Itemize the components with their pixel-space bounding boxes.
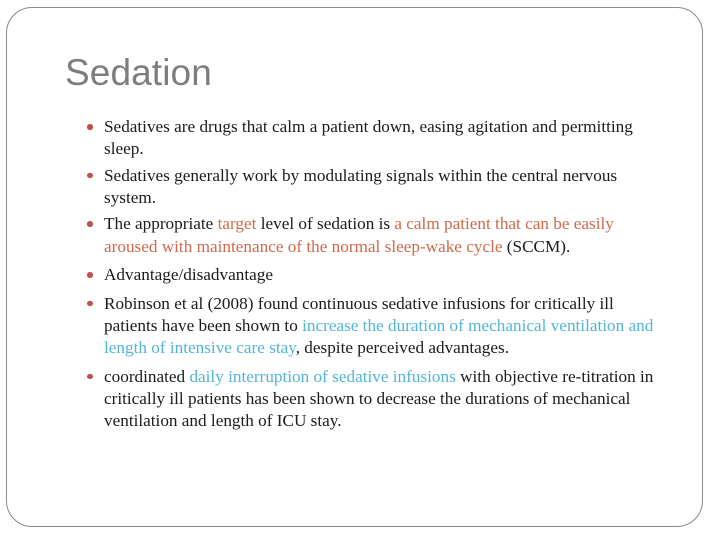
body-text: , despite perceived advantages. [295, 338, 510, 358]
bullet-dot-icon [87, 124, 93, 130]
list-item [81, 165, 663, 210]
list-item-text [104, 367, 653, 431]
list-item-text [104, 214, 614, 255]
highlighted-text-blue: daily interruption of sedative infusions [189, 366, 456, 386]
bullet-dot-icon [87, 301, 93, 307]
list-item-text [104, 265, 273, 284]
slide-canvas [6, 7, 703, 527]
highlighted-text-orange: target [217, 214, 257, 234]
list-item-text [104, 166, 617, 207]
body-text: Advantage/disadvantage [104, 265, 273, 285]
list-item [81, 213, 663, 258]
list-item [81, 264, 663, 286]
body-text: with objective re-titration in critically ill patients has been shown to decrease the durations of mechanical ventilation and length of ICU stay. [104, 366, 654, 431]
body-text: Robinson et al (2008) found continuous sedative infusions for critically ill patients have been shown to [104, 293, 614, 335]
body-text: level of sedation is [256, 214, 395, 234]
list-item-text [104, 117, 633, 158]
bullet-dot-icon [87, 173, 93, 179]
bullet-dot-icon [87, 374, 93, 380]
highlighted-text-orange: a calm patient that can be easily aroused with maintenance of the normal sleep-wake cycle [104, 214, 614, 256]
highlighted-text-blue: increase the duration of mechanical ventilation and length of intensive care stay [104, 315, 654, 358]
body-text: (SCCM). [502, 236, 571, 256]
list-item [81, 116, 663, 161]
body-text: The appropriate [104, 214, 218, 234]
list-item [81, 366, 663, 433]
bullet-dot-icon [87, 272, 93, 278]
body-text: Sedatives generally work by modulating signals within the central nervous system. [104, 165, 618, 208]
body-text: coordinated [104, 366, 190, 386]
list-item [81, 293, 663, 360]
bullet-list [81, 116, 663, 442]
bullet-dot-icon [87, 221, 93, 227]
body-text: Sedatives are drugs that calm a patient down, easing agitation and permitting sleep. [104, 117, 633, 159]
page-title: Sedation [65, 52, 212, 93]
list-item-text [104, 294, 653, 358]
